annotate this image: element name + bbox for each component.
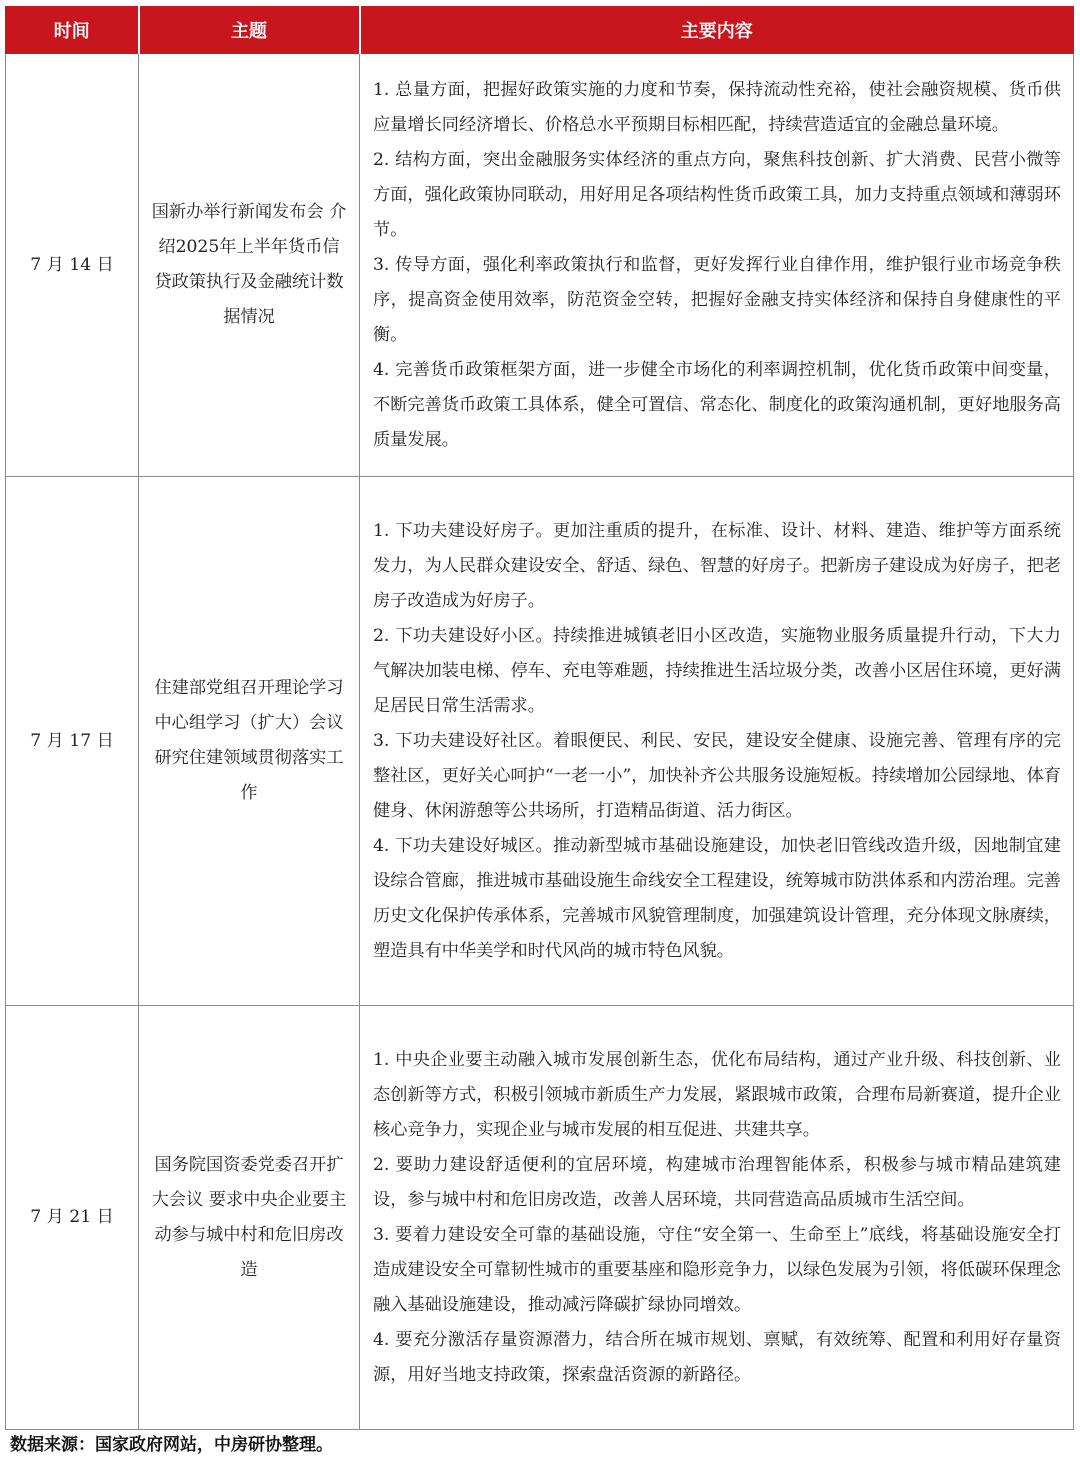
content-point: 2. 下功夫建设好小区。持续推进城镇老旧小区改造，实施物业服务质量提升行动，下大力气解决加装电梯、停车、充电等难题，持续推进生活垃圾分类，改善小区居住环境，更好满足居民日常生活需求。 bbox=[373, 625, 1061, 716]
content-point: 2. 要助力建设舒适便利的宜居环境，构建城市治理智能体系，积极参与城市精品建筑建设，参与城中村和危旧房改造，改善人居环境，共同营造高品质城市生活空间。 bbox=[373, 1154, 1061, 1210]
row-date: 7 月 14 日 bbox=[6, 54, 139, 477]
row-topic: 国务院国资委党委召开扩大会议 要求中央企业要主动参与城中村和危旧房改造 bbox=[139, 1006, 360, 1430]
table-body bbox=[6, 54, 1074, 1430]
content-point: 1. 总量方面，把握好政策实施的力度和节奏，保持流动性充裕，使社会融资规模、货币供应量增长同经济增长、价格总水平预期目标相匹配，持续营造适宜的金融总量环境。 bbox=[373, 79, 1061, 135]
content-point: 4. 完善货币政策框架方面，进一步健全市场化的利率调控机制，优化货币政策中间变量，不断完善货币政策工具体系，健全可置信、常态化、制度化的政策沟通机制，更好地服务高质量发展。 bbox=[373, 359, 1061, 450]
content-point: 1. 中央企业要主动融入城市发展创新生态，优化布局结构，通过产业升级、科技创新、业态创新等方式，积极引领城市新质生产力发展，紧跟城市政策，合理布局新赛道，提升企业核心竞争力，实现企业与城市发展的相互促进、共建共享。 bbox=[373, 1049, 1061, 1140]
policy-table bbox=[5, 6, 1074, 1430]
table-row bbox=[6, 54, 1074, 477]
table-row bbox=[6, 477, 1074, 1006]
header-topic: 主题 bbox=[139, 7, 360, 54]
header-time: 时间 bbox=[6, 7, 139, 54]
policy-table-container bbox=[5, 6, 1073, 1430]
row-content bbox=[360, 54, 1074, 477]
header-content: 主要内容 bbox=[360, 7, 1074, 54]
content-point: 4. 要充分激活存量资源潜力，结合所在城市规划、禀赋，有效统筹、配置和利用好存量资源，用好当地支持政策，探索盘活资源的新路径。 bbox=[373, 1329, 1061, 1385]
content-point: 2. 结构方面，突出金融服务实体经济的重点方向，聚焦科技创新、扩大消费、民营小微等方面，强化政策协同联动，用好用足各项结构性货币政策工具，加力支持重点领域和薄弱环节。 bbox=[373, 149, 1061, 240]
content-point: 3. 要着力建设安全可靠的基础设施，守住“安全第一、生命至上”底线，将基础设施安全打造成建设安全可靠韧性城市的重要基座和隐形竞争力，以绿色发展为引领，将低碳环保理念融入基础设施建设，推动减污降碳扩绿协同增效。 bbox=[373, 1224, 1061, 1315]
row-content bbox=[360, 477, 1074, 1006]
row-topic: 国新办举行新闻发布会 介绍2025年上半年货币信贷政策执行及金融统计数据情况 bbox=[139, 54, 360, 477]
table-header bbox=[6, 7, 1074, 54]
row-topic: 住建部党组召开理论学习中心组学习（扩大）会议 研究住建领域贯彻落实工作 bbox=[139, 477, 360, 1006]
row-date: 7 月 17 日 bbox=[6, 477, 139, 1006]
row-content bbox=[360, 1006, 1074, 1430]
content-point: 1. 下功夫建设好房子。更加注重质的提升，在标准、设计、材料、建造、维护等方面系统发力，为人民群众建设安全、舒适、绿色、智慧的好房子。把新房子建设成为好房子，把老房子改造成为好房子。 bbox=[373, 520, 1061, 611]
source-note: 数据来源：国家政府网站，中房研协整理。 bbox=[10, 1435, 333, 1455]
table-row bbox=[6, 1006, 1074, 1430]
row-date: 7 月 21 日 bbox=[6, 1006, 139, 1430]
header-row bbox=[6, 7, 1074, 54]
content-point: 3. 下功夫建设好社区。着眼便民、利民、安民，建设安全健康、设施完善、管理有序的完整社区，更好关心呵护“一老一小”，加快补齐公共服务设施短板。持续增加公园绿地、体育健身、休闲游憩等公共场所，打造精品街道、活力街区。 bbox=[373, 730, 1061, 821]
content-point: 3. 传导方面，强化利率政策执行和监督，更好发挥行业自律作用，维护银行业市场竞争秩序，提高资金使用效率，防范资金空转，把握好金融支持实体经济和保持自身健康性的平衡。 bbox=[373, 254, 1061, 345]
content-point: 4. 下功夫建设好城区。推动新型城市基础设施建设，加快老旧管线改造升级，因地制宜建设综合管廊，推进城市基础设施生命线安全工程建设，统筹城市防洪体系和内涝治理。完善历史文化保护传承体系，完善城市风貌管理制度，加强建筑设计管理，充分体现文脉赓续，塑造具有中华美学和时代风尚的城市特色风貌。 bbox=[373, 835, 1061, 961]
